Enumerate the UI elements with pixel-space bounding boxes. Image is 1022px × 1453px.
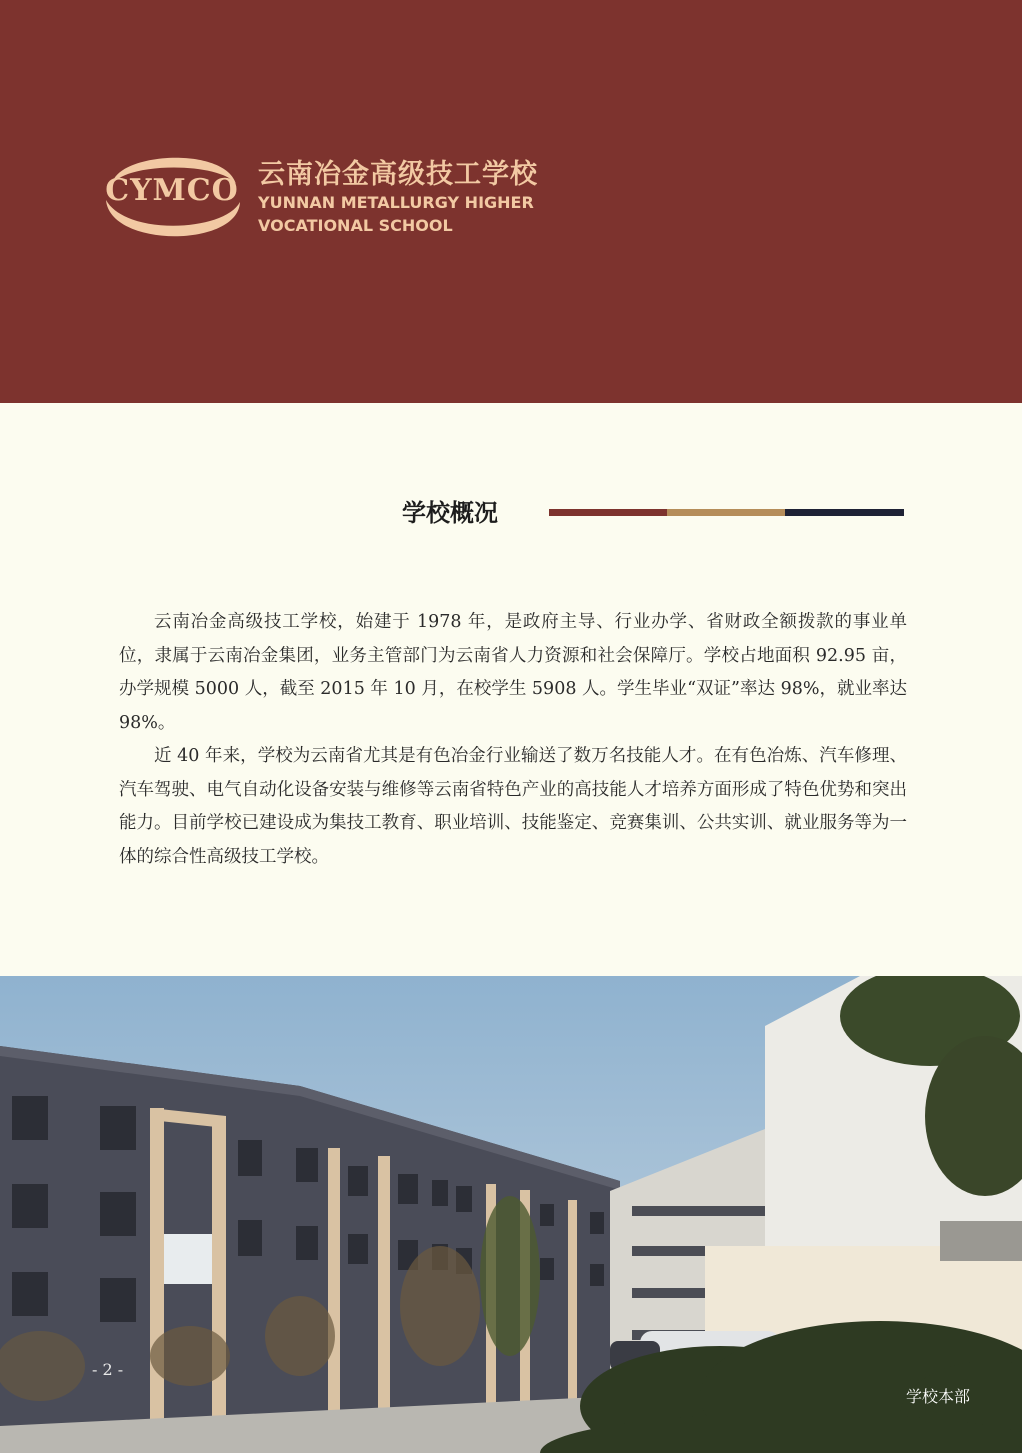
school-overview-text <box>119 606 907 874</box>
title-bar-gold <box>667 509 785 516</box>
campus-photo <box>0 976 1022 1453</box>
school-name-en-line2: VOCATIONAL SCHOOL <box>258 216 453 235</box>
school-name-en <box>258 191 534 237</box>
title-bar-navy <box>785 509 904 516</box>
section-title: 学校概况 <box>402 499 498 527</box>
header-banner <box>0 0 1022 403</box>
school-name-cn: 云南冶金高级技工学校 <box>258 159 538 190</box>
school-logo <box>100 140 245 245</box>
logo-emblem-icon <box>100 140 245 245</box>
logo-text: CYMCO <box>105 173 239 208</box>
campus-illustration <box>0 976 1022 1453</box>
page-number: - 2 - <box>92 1360 124 1379</box>
overview-paragraph-1: 云南冶金高级技工学校，始建于 1978 年，是政府主导、行业办学、省财政全额拨款的事业单位，隶属于云南冶金集团，业务主管部门为云南省人力资源和社会保障厅。学校占地面积 92.95 亩，办学规模 5000 人，截至 2015 年 10 月，在校学生 5908 人。学生毕业“双证”率达 98%，就业率达 98%。 <box>119 612 907 733</box>
photo-caption: 学校本部 <box>906 1387 971 1406</box>
school-name-en-line1: YUNNAN METALLURGY HIGHER <box>258 193 534 212</box>
title-bar-red <box>549 509 667 516</box>
stairwell-light <box>164 1234 212 1284</box>
overview-paragraph-2: 近 40 年来，学校为云南省尤其是有色冶金行业输送了数万名技能人才。在有色冶炼、汽车修理、汽车驾驶、电气自动化设备安装与维修等云南省特色产业的高技能人才培养方面形成了特色优势和突出能力。目前学校已建设成为集技工教育、职业培训、技能鉴定、竞赛集训、公共实训、就业服务等为一体的综合性高级技工学校。 <box>119 746 907 867</box>
